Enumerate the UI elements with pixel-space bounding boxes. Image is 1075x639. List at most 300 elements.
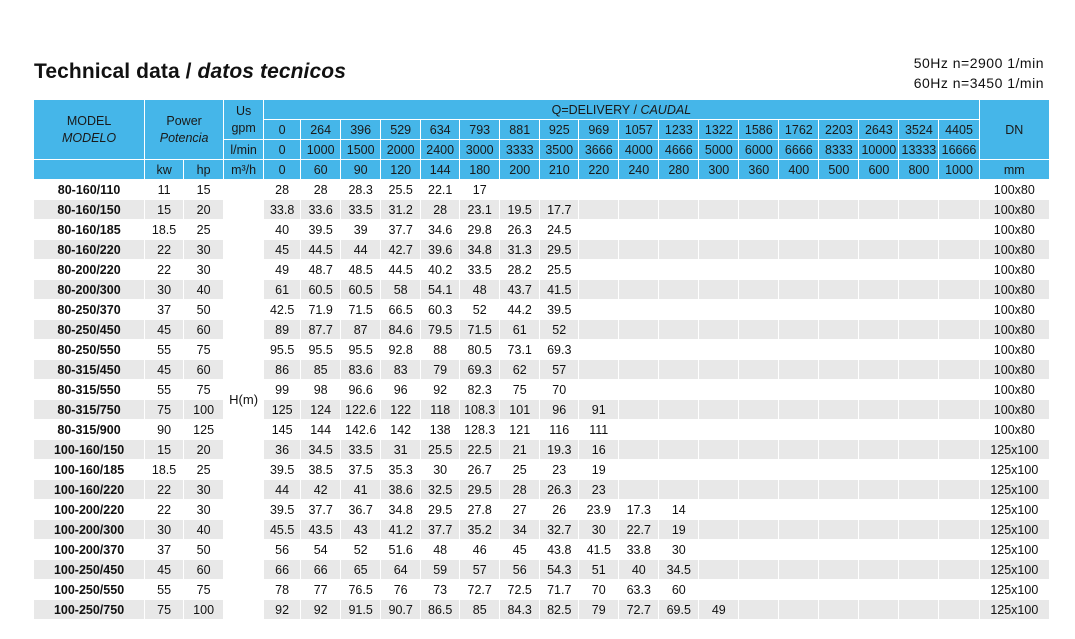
header-gpm-value: 264	[301, 120, 341, 140]
head-value-cell	[899, 440, 939, 460]
head-value-cell: 46	[460, 540, 500, 560]
model-cell: 80-160/150	[34, 200, 145, 220]
head-value-cell: 52	[460, 300, 500, 320]
head-value-cell	[739, 580, 779, 600]
dn-cell: 125x100	[979, 440, 1049, 460]
head-value-cell	[859, 460, 899, 480]
head-value-cell	[579, 220, 619, 240]
head-value-cell	[659, 180, 699, 200]
head-value-cell: 79.5	[421, 320, 460, 340]
head-value-cell: 31.2	[381, 200, 421, 220]
table-row	[34, 320, 1050, 340]
head-value-cell	[859, 380, 899, 400]
hp-cell: 60	[184, 560, 224, 580]
head-value-cell	[699, 480, 739, 500]
head-value-cell	[739, 200, 779, 220]
hp-cell: 50	[184, 300, 224, 320]
head-value-cell	[699, 240, 739, 260]
head-value-cell	[579, 260, 619, 280]
head-value-cell: 60.5	[301, 280, 341, 300]
model-cell: 100-200/300	[34, 520, 145, 540]
head-value-cell	[819, 280, 859, 300]
head-value-cell: 63.3	[619, 580, 659, 600]
head-value-cell: 41.2	[381, 520, 421, 540]
head-value-cell: 69.5	[659, 600, 699, 620]
head-value-cell	[779, 200, 819, 220]
header-lmin-value: 6000	[739, 140, 779, 160]
head-value-cell	[899, 420, 939, 440]
head-value-cell	[579, 200, 619, 220]
head-value-cell: 44.5	[381, 260, 421, 280]
header-model-unit	[34, 160, 145, 180]
head-value-cell	[699, 540, 739, 560]
head-value-cell: 17	[460, 180, 500, 200]
kw-cell: 15	[145, 440, 184, 460]
header-lmin-value: 3666	[579, 140, 619, 160]
head-value-cell: 23.1	[460, 200, 500, 220]
dn-cell: 125x100	[979, 520, 1049, 540]
model-cell: 80-315/900	[34, 420, 145, 440]
head-value-cell	[779, 580, 819, 600]
head-value-cell: 41	[341, 480, 381, 500]
head-value-cell	[779, 400, 819, 420]
head-value-cell	[619, 260, 659, 280]
model-cell: 80-250/550	[34, 340, 145, 360]
head-value-cell: 79	[421, 360, 460, 380]
head-value-cell: 84.3	[500, 600, 540, 620]
head-value-cell	[739, 240, 779, 260]
header-lmin-value: 1500	[341, 140, 381, 160]
head-value-cell: 23	[579, 480, 619, 500]
table-row	[34, 360, 1050, 380]
dn-cell: 100x80	[979, 240, 1049, 260]
head-value-cell	[939, 560, 979, 580]
head-value-cell	[859, 560, 899, 580]
head-value-cell: 28.3	[341, 180, 381, 200]
head-value-cell: 95.5	[341, 340, 381, 360]
model-cell: 100-250/550	[34, 580, 145, 600]
dn-cell: 125x100	[979, 540, 1049, 560]
head-value-cell	[739, 460, 779, 480]
head-value-cell	[939, 320, 979, 340]
head-value-cell	[739, 400, 779, 420]
head-value-cell	[859, 220, 899, 240]
header-gpm-value: 0	[264, 120, 301, 140]
head-value-cell	[939, 360, 979, 380]
head-value-cell: 22.7	[619, 520, 659, 540]
head-value-cell	[859, 240, 899, 260]
head-value-cell	[899, 300, 939, 320]
header-hp: hp	[184, 160, 224, 180]
head-value-cell: 72.5	[500, 580, 540, 600]
head-value-cell	[939, 280, 979, 300]
head-value-cell: 128.3	[460, 420, 500, 440]
head-value-cell: 34	[500, 520, 540, 540]
head-value-cell	[699, 180, 739, 200]
head-value-cell	[859, 480, 899, 500]
head-value-cell: 22.5	[460, 440, 500, 460]
head-value-cell: 66	[264, 560, 301, 580]
head-value-cell: 92	[301, 600, 341, 620]
frequency-info	[914, 53, 1044, 93]
head-value-cell: 92	[421, 380, 460, 400]
dn-cell: 100x80	[979, 220, 1049, 240]
head-value-cell: 42	[301, 480, 341, 500]
model-cell: 100-160/220	[34, 480, 145, 500]
head-value-cell: 89	[264, 320, 301, 340]
dn-cell: 100x80	[979, 200, 1049, 220]
model-cell: 80-160/220	[34, 240, 145, 260]
head-value-cell: 70	[579, 580, 619, 600]
head-value-cell	[819, 300, 859, 320]
head-value-cell	[619, 460, 659, 480]
head-value-cell: 54.3	[540, 560, 579, 580]
head-value-cell	[619, 340, 659, 360]
head-value-cell: 91	[579, 400, 619, 420]
head-value-cell	[939, 580, 979, 600]
head-value-cell: 59	[421, 560, 460, 580]
head-value-cell: 39.5	[540, 300, 579, 320]
head-value-cell	[899, 480, 939, 500]
head-value-cell	[739, 520, 779, 540]
head-value-cell	[579, 360, 619, 380]
head-value-cell: 82.5	[540, 600, 579, 620]
kw-cell: 45	[145, 560, 184, 580]
head-value-cell	[659, 240, 699, 260]
head-value-cell: 79	[579, 600, 619, 620]
head-value-cell: 77	[301, 580, 341, 600]
head-value-cell: 71.7	[540, 580, 579, 600]
head-value-cell: 142	[381, 420, 421, 440]
kw-cell: 45	[145, 360, 184, 380]
table-row	[34, 440, 1050, 460]
head-value-cell	[819, 220, 859, 240]
model-cell: 100-200/370	[34, 540, 145, 560]
head-value-cell: 35.3	[381, 460, 421, 480]
head-value-cell: 42.7	[381, 240, 421, 260]
head-value-cell: 45	[264, 240, 301, 260]
hp-cell: 125	[184, 420, 224, 440]
hp-cell: 75	[184, 580, 224, 600]
kw-cell: 37	[145, 300, 184, 320]
head-value-cell	[819, 320, 859, 340]
hp-cell: 30	[184, 500, 224, 520]
header-m3h-value: 210	[540, 160, 579, 180]
header-m3h-value: 800	[899, 160, 939, 180]
head-value-cell: 73	[421, 580, 460, 600]
head-value-cell: 48	[460, 280, 500, 300]
head-value-cell	[699, 520, 739, 540]
kw-cell: 55	[145, 340, 184, 360]
head-value-cell	[739, 600, 779, 620]
header-gpm-value: 1322	[699, 120, 739, 140]
head-value-cell	[699, 580, 739, 600]
head-value-cell	[899, 460, 939, 480]
head-value-cell: 145	[264, 420, 301, 440]
header-lmin-value: 0	[264, 140, 301, 160]
head-value-cell	[859, 320, 899, 340]
model-cell: 80-315/550	[34, 380, 145, 400]
head-value-cell	[739, 560, 779, 580]
kw-cell: 75	[145, 400, 184, 420]
head-value-cell	[819, 340, 859, 360]
dn-cell: 100x80	[979, 340, 1049, 360]
head-value-cell: 28	[301, 180, 341, 200]
model-cell: 80-160/185	[34, 220, 145, 240]
head-value-cell: 98	[301, 380, 341, 400]
head-value-cell	[859, 600, 899, 620]
head-value-cell	[739, 340, 779, 360]
head-value-cell	[859, 360, 899, 380]
head-value-cell: 60.3	[421, 300, 460, 320]
table-row	[34, 520, 1050, 540]
head-value-cell	[779, 560, 819, 580]
head-value-cell	[699, 220, 739, 240]
header-model-en: MODEL	[66, 113, 112, 128]
head-value-cell: 41.5	[540, 280, 579, 300]
header-lmin: l/min	[224, 140, 264, 160]
header-lmin-value: 3333	[500, 140, 540, 160]
head-value-cell	[819, 240, 859, 260]
head-value-cell	[579, 240, 619, 260]
head-value-cell	[739, 280, 779, 300]
dn-cell: 125x100	[979, 480, 1049, 500]
head-value-cell: 34.8	[381, 500, 421, 520]
header-m3h-value: 200	[500, 160, 540, 180]
model-cell: 100-160/150	[34, 440, 145, 460]
hp-cell: 100	[184, 400, 224, 420]
hp-cell: 50	[184, 540, 224, 560]
head-value-cell	[619, 480, 659, 500]
head-value-cell: 39.5	[264, 460, 301, 480]
head-value-cell: 61	[264, 280, 301, 300]
head-value-cell	[859, 180, 899, 200]
table-row	[34, 340, 1050, 360]
header-m3h-value: 0	[264, 160, 301, 180]
head-value-cell: 22.1	[421, 180, 460, 200]
head-value-cell	[779, 360, 819, 380]
head-value-cell: 25.5	[381, 180, 421, 200]
header-us: Us	[235, 103, 252, 118]
head-value-cell	[659, 200, 699, 220]
head-value-cell	[739, 380, 779, 400]
head-value-cell	[819, 500, 859, 520]
head-value-cell	[939, 380, 979, 400]
head-value-cell: 60	[659, 580, 699, 600]
dn-cell: 125x100	[979, 500, 1049, 520]
head-value-cell: 33.6	[301, 200, 341, 220]
head-value-cell: 33.8	[619, 540, 659, 560]
head-value-cell	[619, 220, 659, 240]
head-value-cell: 111	[579, 420, 619, 440]
header-power-en: Power	[166, 113, 202, 128]
head-value-cell: 28	[421, 200, 460, 220]
head-value-cell: 70	[540, 380, 579, 400]
head-value-cell	[779, 460, 819, 480]
header-lmin-value: 8333	[819, 140, 859, 160]
header-m3h-value: 280	[659, 160, 699, 180]
head-value-cell	[939, 540, 979, 560]
head-value-cell	[859, 200, 899, 220]
header-m3h-value: 240	[619, 160, 659, 180]
header-m3h-value: 220	[579, 160, 619, 180]
head-value-cell	[899, 340, 939, 360]
header-us-gpm	[224, 100, 264, 140]
head-value-cell	[739, 500, 779, 520]
hp-cell: 60	[184, 320, 224, 340]
kw-cell: 55	[145, 580, 184, 600]
head-value-cell: 88	[421, 340, 460, 360]
head-value-cell: 37.7	[381, 220, 421, 240]
head-value-cell	[779, 300, 819, 320]
head-value-cell: 57	[540, 360, 579, 380]
header-gpm-value: 969	[579, 120, 619, 140]
hp-cell: 40	[184, 280, 224, 300]
head-value-cell	[739, 260, 779, 280]
kw-cell: 15	[145, 200, 184, 220]
head-value-cell: 28	[500, 480, 540, 500]
header-gpm-value: 793	[460, 120, 500, 140]
model-cell: 80-250/370	[34, 300, 145, 320]
head-value-cell	[779, 320, 819, 340]
head-value-cell: 96.6	[341, 380, 381, 400]
head-value-cell	[899, 400, 939, 420]
head-value-cell: 44	[264, 480, 301, 500]
kw-cell: 18.5	[145, 220, 184, 240]
head-value-cell: 58	[381, 280, 421, 300]
head-value-cell: 51	[579, 560, 619, 580]
table-row	[34, 220, 1050, 240]
head-value-cell	[939, 400, 979, 420]
head-value-cell	[939, 600, 979, 620]
head-value-cell: 83.6	[341, 360, 381, 380]
header-lmin-value: 3500	[540, 140, 579, 160]
hp-cell: 20	[184, 440, 224, 460]
kw-cell: 30	[145, 520, 184, 540]
head-value-cell	[859, 580, 899, 600]
head-value-cell	[619, 400, 659, 420]
head-value-cell: 61	[500, 320, 540, 340]
head-value-cell: 96	[540, 400, 579, 420]
head-value-cell: 96	[381, 380, 421, 400]
head-value-cell	[899, 180, 939, 200]
head-value-cell	[659, 480, 699, 500]
head-value-cell: 124	[301, 400, 341, 420]
head-value-cell: 44.2	[500, 300, 540, 320]
head-value-cell	[579, 340, 619, 360]
head-value-cell: 83	[381, 360, 421, 380]
header-dn: DN	[979, 100, 1049, 160]
model-cell: 100-250/450	[34, 560, 145, 580]
header-m3h-value: 1000	[939, 160, 979, 180]
head-value-cell	[899, 220, 939, 240]
hp-cell: 75	[184, 380, 224, 400]
head-value-cell	[779, 420, 819, 440]
head-value-cell: 26.3	[540, 480, 579, 500]
head-value-cell: 66.5	[381, 300, 421, 320]
dn-cell: 125x100	[979, 580, 1049, 600]
head-value-cell: 125	[264, 400, 301, 420]
head-value-cell	[739, 440, 779, 460]
head-value-cell	[859, 520, 899, 540]
head-value-cell: 19.5	[500, 200, 540, 220]
head-value-cell	[819, 540, 859, 560]
head-value-cell	[699, 340, 739, 360]
dn-cell: 100x80	[979, 380, 1049, 400]
table-row	[34, 580, 1050, 600]
head-value-cell	[899, 240, 939, 260]
kw-cell: 45	[145, 320, 184, 340]
technical-data-table	[33, 99, 1050, 620]
head-value-cell: 37.7	[301, 500, 341, 520]
head-value-cell	[779, 480, 819, 500]
head-value-cell: 71.5	[341, 300, 381, 320]
head-value-cell	[819, 520, 859, 540]
head-value-cell: 23	[540, 460, 579, 480]
model-cell: 80-200/220	[34, 260, 145, 280]
head-value-cell	[779, 440, 819, 460]
head-value-cell	[939, 440, 979, 460]
head-value-cell	[819, 260, 859, 280]
head-value-cell: 87	[341, 320, 381, 340]
head-value-cell: 41.5	[579, 540, 619, 560]
head-value-cell	[659, 340, 699, 360]
head-value-cell	[579, 320, 619, 340]
head-value-cell	[739, 540, 779, 560]
head-value-cell	[819, 380, 859, 400]
table-row	[34, 540, 1050, 560]
head-value-cell: 56	[500, 560, 540, 580]
head-value-cell: 17.3	[619, 500, 659, 520]
head-value-cell: 72.7	[619, 600, 659, 620]
head-value-cell	[699, 360, 739, 380]
header-m3h-value: 400	[779, 160, 819, 180]
table-row	[34, 380, 1050, 400]
head-value-cell	[739, 180, 779, 200]
head-value-cell: 31	[381, 440, 421, 460]
dn-cell: 125x100	[979, 560, 1049, 580]
head-value-cell: 65	[341, 560, 381, 580]
model-cell: 100-250/750	[34, 600, 145, 620]
head-value-cell: 44	[341, 240, 381, 260]
head-value-cell: 16	[579, 440, 619, 460]
head-value-cell: 29.8	[460, 220, 500, 240]
header-gpm-value: 4405	[939, 120, 979, 140]
head-value-cell	[859, 340, 899, 360]
head-value-cell: 71.5	[460, 320, 500, 340]
dn-cell: 100x80	[979, 360, 1049, 380]
head-value-cell	[659, 440, 699, 460]
head-value-cell	[699, 560, 739, 580]
head-value-cell	[659, 260, 699, 280]
head-value-cell	[819, 400, 859, 420]
head-value-cell: 56	[264, 540, 301, 560]
head-value-cell: 86	[264, 360, 301, 380]
hp-cell: 40	[184, 520, 224, 540]
head-value-cell: 48	[421, 540, 460, 560]
head-value-cell	[699, 320, 739, 340]
head-value-cell	[899, 500, 939, 520]
header-gpm-value: 529	[381, 120, 421, 140]
head-value-cell: 51.6	[381, 540, 421, 560]
head-value-cell: 99	[264, 380, 301, 400]
head-value-cell: 57	[460, 560, 500, 580]
header-gpm-value: 2643	[859, 120, 899, 140]
table-row	[34, 560, 1050, 580]
head-value-cell: 27.8	[460, 500, 500, 520]
head-value-cell	[859, 280, 899, 300]
head-value-cell: 29.5	[460, 480, 500, 500]
